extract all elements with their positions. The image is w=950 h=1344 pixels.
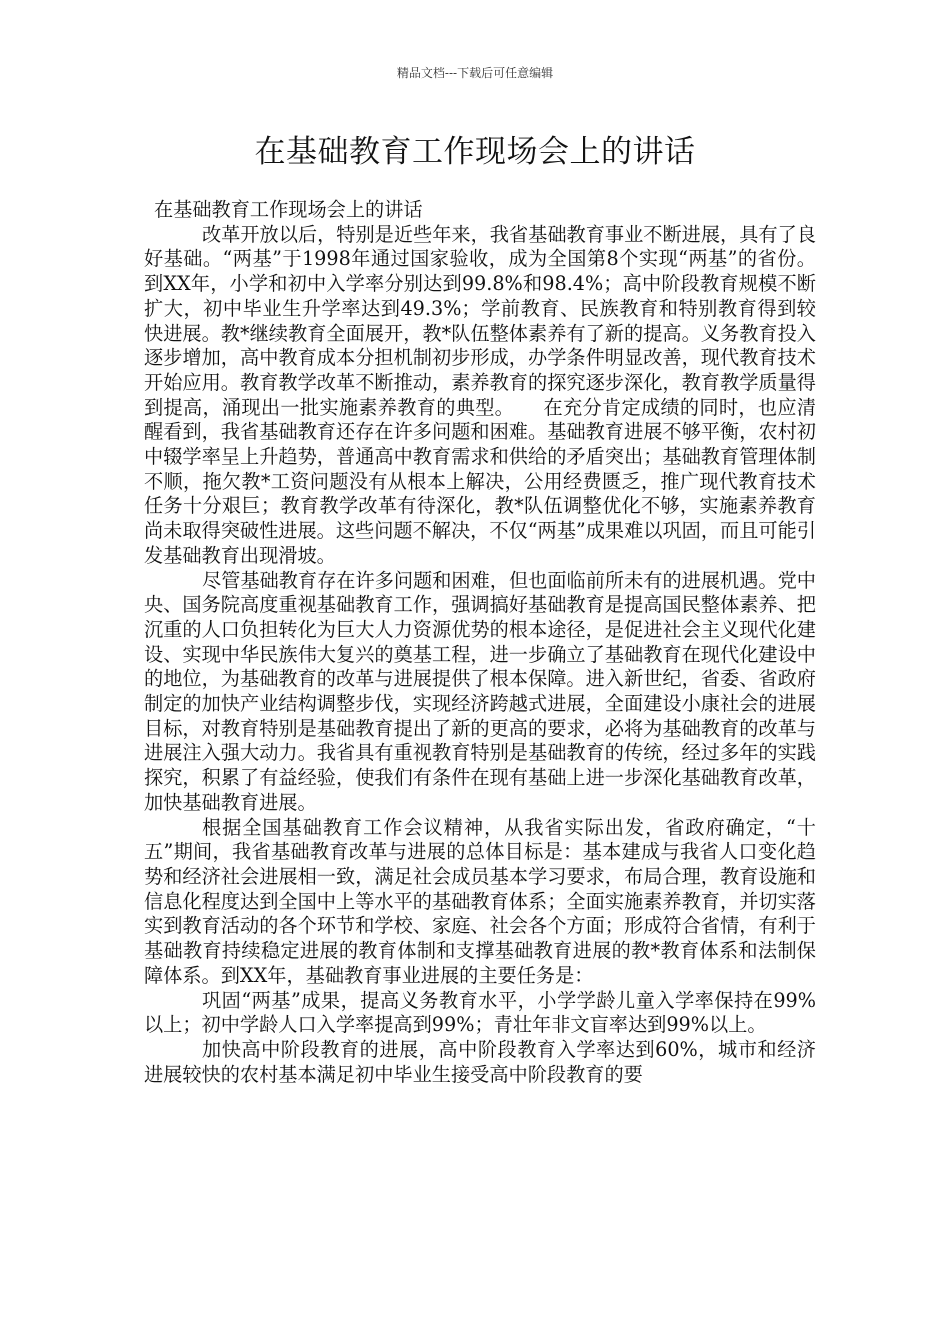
document-body — [144, 198, 816, 1087]
document-title: 在基础教育工作现场会上的讲话 — [254, 134, 696, 170]
paragraph-3: 根据全国基础教育工作会议精神，从我省实际出发，省政府确定，“十五”期间，我省基础教育改革与进展的总体目标是：基本建成与我省人口变化趋势和经济社会进展相一致，满足社会成员基本学习要求，布局合理，教育设施和信息化程度达到全国中上等水平的基础教育体系；全面实施素养教育，并切实落实到教育活动的各个环节和学校、家庭、社会各个方面；形成符合省情，有利于基础教育持续稳定进展的教育体制和支撑基础教育进展的教*教育体系和法制保障体系。到XX年，基础教育事业进展的主要任务是： — [144, 815, 816, 987]
document-subtitle: 在基础教育工作现场会上的讲话 — [154, 198, 423, 221]
paragraph-2: 尽管基础教育存在许多问题和困难，但也面临前所未有的进展机遇。党中央、国务院高度重视基础教育工作，强调搞好基础教育是提高国民整体素养、把沉重的人口负担转化为巨大人力资源优势的根本途径，是促进社会主义现代化建设、实现中华民族伟大复兴的奠基工程，进一步确立了基础教育在现代化建设中的地位，为基础教育的改革与进展提供了根本保障。进入新世纪，省委、省政府制定的加快产业结构调整步伐，实现经济跨越式进展，全面建设小康社会的进展目标，对教育特别是基础教育提出了新的更高的要求，必将为基础教育的改革与进展注入强大动力。我省具有重视教育特别是基础教育的传统，经过多年的实践探究，积累了有益经验，使我们有条件在现有基础上进一步深化基础教育改革，加快基础教育进展。 — [144, 568, 816, 814]
paragraph-4: 巩固“两基”成果，提高义务教育水平，小学学龄儿童入学率保持在99%以上；初中学龄人口入学率提高到99%；青壮年非文盲率达到99%以上。 — [144, 988, 816, 1037]
header-note: 精品文档---下载后可任意编辑 — [396, 66, 554, 80]
paragraph-1: 改革开放以后，特别是近些年来，我省基础教育事业不断进展，具有了良好基础。“两基”于1998年通过国家验收，成为全国第8个实现“两基”的省份。到XX年，小学和初中入学率分别达到99.8%和98.4%；高中阶段教育规模不断扩大，初中毕业生升学率达到49.3%；学前教育、民族教育和特别教育得到较快进展。教*继续教育全面展开，教*队伍整体素养有了新的提高。义务教育投入逐步增加，高中教育成本分担机制初步形成，办学条件明显改善，现代教育技术开始应用。教育教学改革不断推动，素养教育的探究逐步深化，教育教学质量得到提高，涌现出一批实施素养教育的典型。 在充分肯定成绩的同时，也应清醒看到，我省基础教育还存在许多问题和困难。基础教育进展不够平衡，农村初中辍学率呈上升趋势，普通高中教育需求和供给的矛盾突出；基础教育管理体制不顺，拖欠教*工资问题没有从根本上解决，公用经费匮乏，推广现代教育技术任务十分艰巨；教育教学改革有待深化，教*队伍调整优化不够，实施素养教育尚未取得突破性进展。这些问题不解决，不仅“两基”成果难以巩固，而且可能引发基础教育出现滑坡。 — [144, 222, 816, 567]
paragraph-5: 加快高中阶段教育的进展，高中阶段教育入学率达到60%，城市和经济进展较快的农村基本满足初中毕业生接受高中阶段教育的要 — [144, 1037, 816, 1086]
